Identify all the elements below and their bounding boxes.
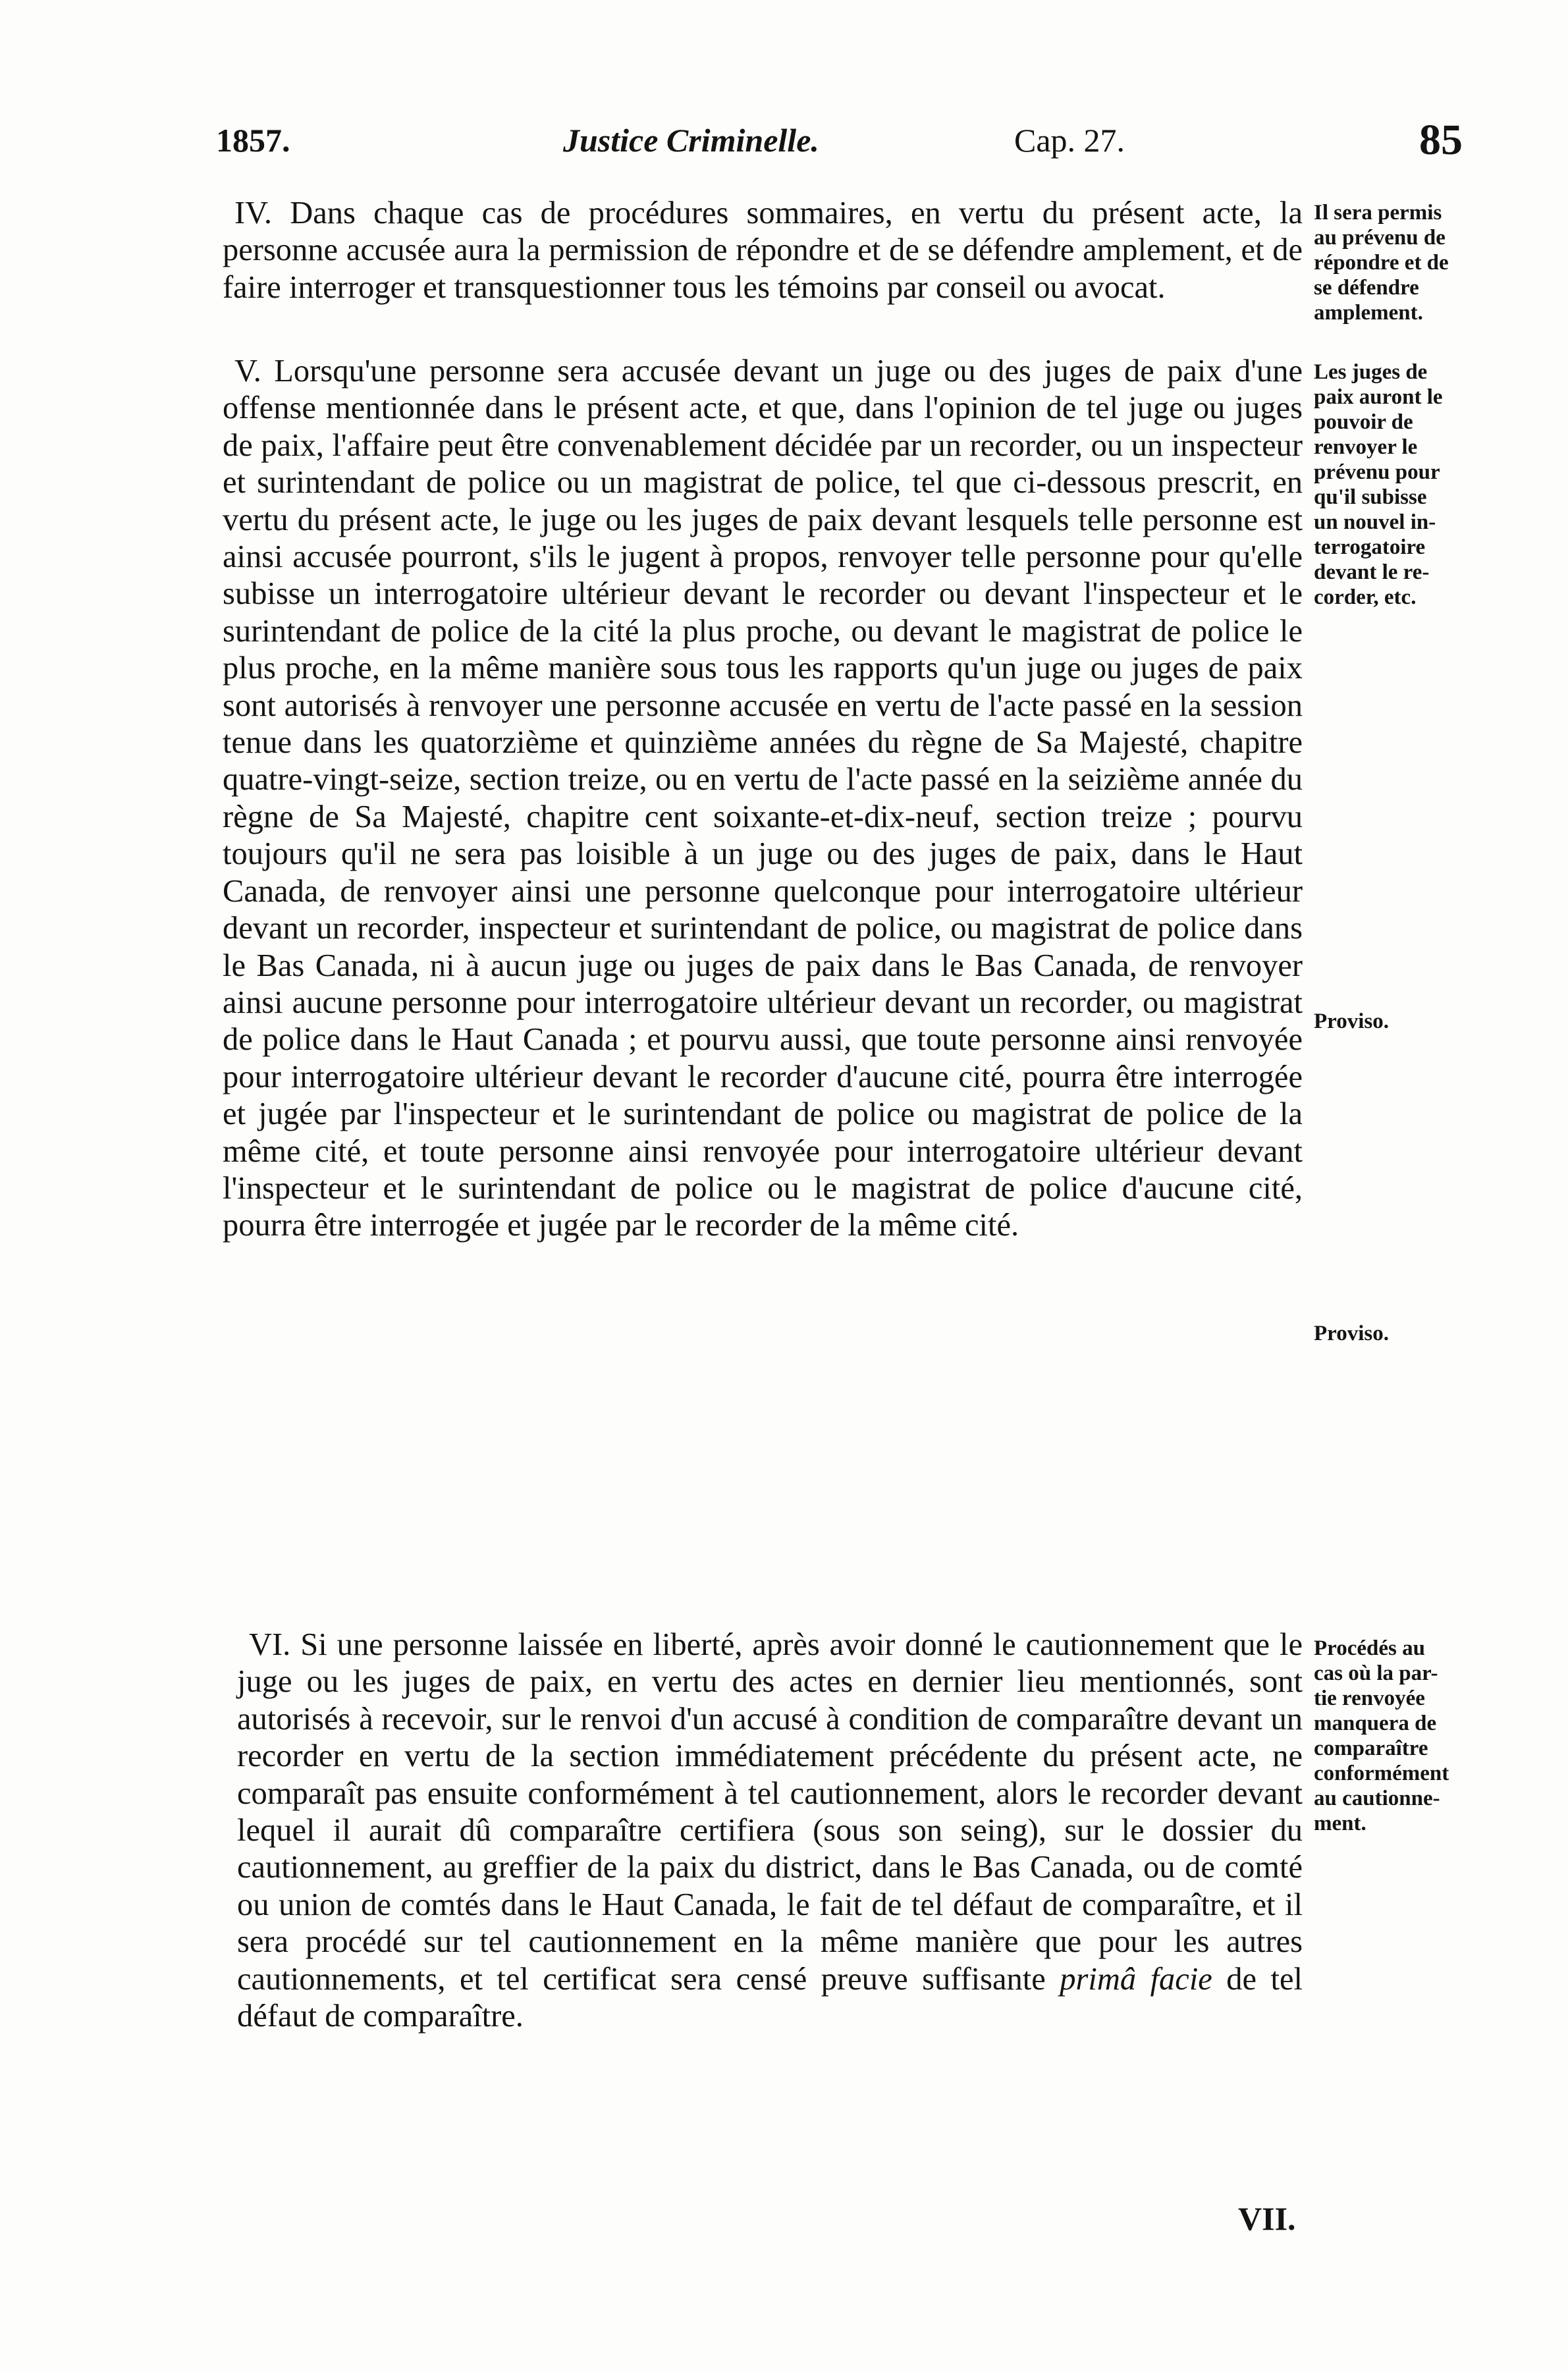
marginal-note-iv [1314, 200, 1511, 325]
note-line: Proviso. [1314, 1010, 1389, 1033]
header-year: 1857. [216, 122, 290, 159]
note-line: Les juges de [1314, 360, 1428, 384]
section-text: Lorsqu'une personne sera accusée devant un juge ou des juges de paix d'une offense mentionnée dans le présent acte, et que, dans l'opinion de tel juge ou juges de paix, l'affaire peut être convenablement décidée par un recorder, ou un inspecteur et surintendant de police ou un magistrat de police, tel que ci-dessous prescrit, en vertu du présent acte, le juge ou les juges de paix devant lesquels telle personne est ainsi accusée pourront, s'ils le jugent à propos, renvoyer telle personne pour qu'elle subisse un interrogatoire ultérieur devant le recorder ou devant l'inspecteur et le surintendant de police de la cité la plus proche, ou devant le magistrat de police le plus proche, en la même manière sous tous les rapports qu'un juge ou juges de paix sont autorisés à renvoyer une personne accusée en vertu de l'acte passé en la session tenue dans les quatorzième et quinzième années du règne de Sa Majesté, chapitre quatre-vingt-seize, section treize, ou en vertu de l'acte passé en la seizième année du règne de Sa Majesté, chapitre cent soixante-et-dix-neuf, section treize ; pourvu toujours qu'il ne sera pas loisible à un juge ou des juges de paix, dans le Haut Canada, de renvoyer ainsi une personne quelconque pour interrogatoire ultérieur devant un recorder, inspecteur et surintendant de police, ou magistrat de police dans le Bas Canada, ni à aucun juge ou juges de paix dans le Bas Canada, de renvoyer ainsi aucune personne pour interrogatoire ultérieur devant un recorder, ou magistrat de police dans le Haut Canada ; et pourvu aussi, que toute personne ainsi renvoyée pour interrogatoire ultérieur devant le recorder d'aucune cité, pourra être interrogée et jugée par l'inspecteur et le surintendant de police ou magistrat de police de la même cité, et toute personne ainsi renvoyée pour interrogatoire ultérieur devant l'inspecteur et le surintendant de police ou le magistrat de police d'aucune cité, pourra être interrogée et jugée par le recorder de la même cité. [223, 354, 1303, 1243]
note-line: se défendre [1314, 276, 1419, 300]
note-line: tie renvoyée [1314, 1686, 1425, 1710]
italic-phrase: primâ facie [1060, 1961, 1212, 1997]
note-line: pouvoir de [1314, 410, 1413, 434]
section-text: Dans chaque cas de procédures sommaires, en vertu du présent acte, la personne accusée aura la permission de répondre et de se défendre amplement, et de faire interroger et transquestionner tous les témoins par conseil ou avocat. [223, 196, 1303, 305]
section-number: IV. [234, 196, 273, 230]
note-line: cas où la par- [1314, 1661, 1438, 1685]
note-line: au cautionne- [1314, 1787, 1440, 1810]
note-line: au prévenu de [1314, 226, 1446, 250]
note-line: ment. [1314, 1812, 1366, 1835]
note-line: conformément [1314, 1762, 1449, 1785]
marginal-note-proviso-1 [1314, 1009, 1511, 1034]
section-v [223, 353, 1303, 1245]
marginal-note-proviso-2 [1314, 1321, 1511, 1346]
section-number: V. [234, 354, 261, 389]
note-line: corder, etc. [1314, 585, 1417, 609]
header-chapter: Cap. 27. [1014, 122, 1125, 159]
note-line: amplement. [1314, 301, 1423, 325]
note-line: renvoyer le [1314, 435, 1418, 459]
section-text-after: de tel défaut de comparaître. [237, 1961, 1303, 2034]
note-line: Il sera permis [1314, 201, 1442, 225]
note-line: manquera de [1314, 1712, 1437, 1735]
section-vi [237, 1627, 1303, 2035]
note-line: répondre et de [1314, 251, 1449, 275]
note-line: comparaître [1314, 1737, 1428, 1760]
note-line: Proviso. [1314, 1322, 1389, 1345]
section-iv [223, 195, 1303, 306]
note-line: terrogatoire [1314, 535, 1426, 559]
note-line: qu'il subisse [1314, 485, 1427, 509]
marginal-note-v [1314, 360, 1511, 610]
page-number: 85 [1419, 116, 1463, 164]
note-line: prévenu pour [1314, 460, 1440, 484]
header-title: Justice Criminelle. [563, 122, 819, 159]
note-line: paix auront le [1314, 385, 1443, 409]
catchword: VII. [1238, 2200, 1296, 2237]
note-line: un nouvel in- [1314, 510, 1436, 534]
section-text: Si une personne laissée en liberté, après avoir donné le cautionnement que le juge ou les juges de paix, en vertu des actes en dernier lieu mentionnés, sont autorisés à recevoir, sur le renvoi d'un accusé à condition de comparaître devant un recorder en vertu de la section immédiatement précédente du présent acte, ne comparaît pas ensuite conformément à tel cautionnement, alors le recorder devant lequel il aurait dû comparaître certifiera (sous son seing), sur le dossier du cautionnement, au greffier de la paix du district, dans le Bas Canada, ou de comté ou union de comtés dans le Haut Canada, le fait de tel défaut de comparaître, et il sera procédé sur tel cautionnement en la même manière que pour les autres cautionnements, et tel certificat sera censé preuve suffisante [237, 1627, 1303, 1997]
marginal-note-vi [1314, 1636, 1511, 1836]
note-line: devant le re- [1314, 560, 1430, 584]
note-line: Procédés au [1314, 1636, 1425, 1660]
section-number: VI. [249, 1627, 291, 1662]
